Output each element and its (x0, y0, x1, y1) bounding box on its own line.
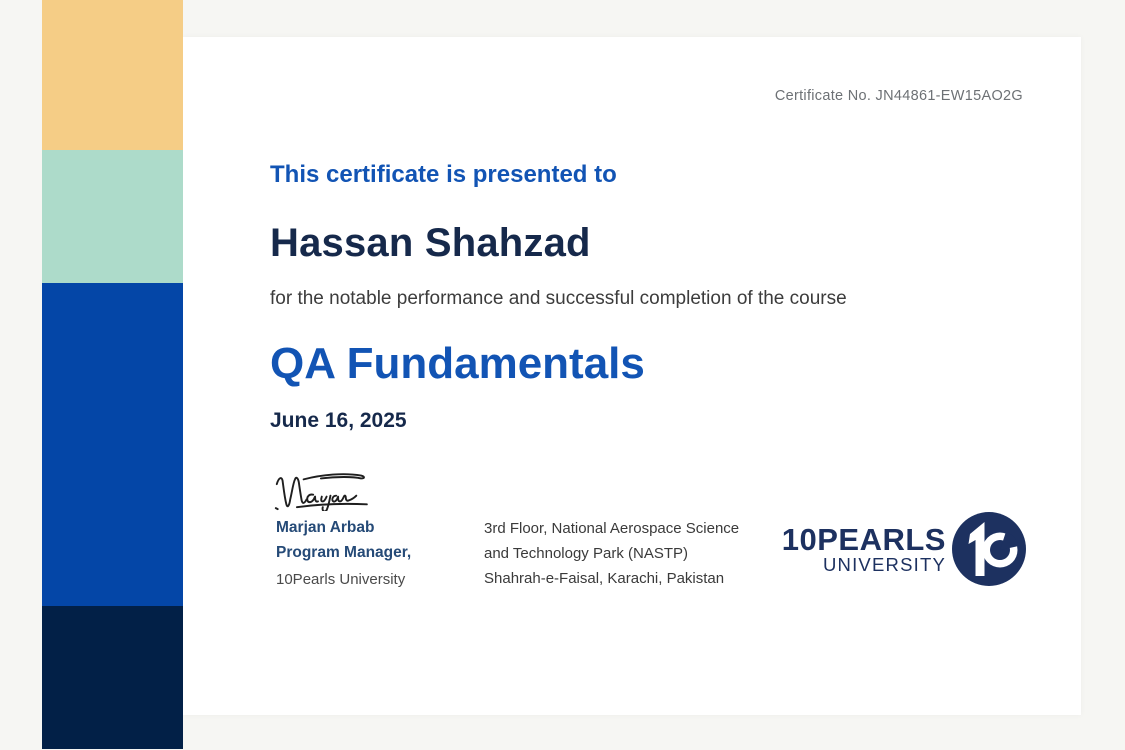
logo-subbrand-text: UNIVERSITY (822, 553, 946, 575)
address-line: and Technology Park (NASTP) (484, 545, 688, 562)
band-mint (42, 150, 183, 283)
address-line: 3rd Floor, National Aerospace Science (484, 520, 740, 537)
10pearls-university-logo (782, 511, 1027, 587)
address-line: Shahrah-e-Faisal, Karachi, Pakistan (484, 570, 725, 587)
course-title: QA Fundamentals (270, 339, 645, 388)
logo-brand-text: 10PEARLS (781, 521, 946, 557)
certificate-intro-text: This certificate is presented to (270, 161, 617, 188)
certificate-number: Certificate No. JN44861-EW15AO2G (774, 88, 1023, 104)
recipient-name: Hassan Shahzad (270, 221, 591, 265)
certificate-description: for the notable performance and successful completion of the course (270, 288, 847, 309)
logo-wordmark (781, 521, 946, 575)
decorative-color-bands (42, 0, 183, 749)
band-navy (42, 606, 183, 749)
band-orange (42, 0, 183, 150)
signatory-name: Marjan Arbab (276, 519, 375, 536)
signatory-organization: 10Pearls University (276, 571, 406, 588)
band-blue (42, 283, 183, 606)
certificate-card (183, 37, 1081, 715)
signature-icon (268, 465, 390, 511)
certificate-date: June 16, 2025 (270, 409, 407, 432)
signatory-block (268, 465, 458, 592)
address-block (484, 516, 739, 591)
signatory-title: Program Manager, (276, 544, 412, 561)
10pearls-circle-10-icon (951, 511, 1027, 587)
